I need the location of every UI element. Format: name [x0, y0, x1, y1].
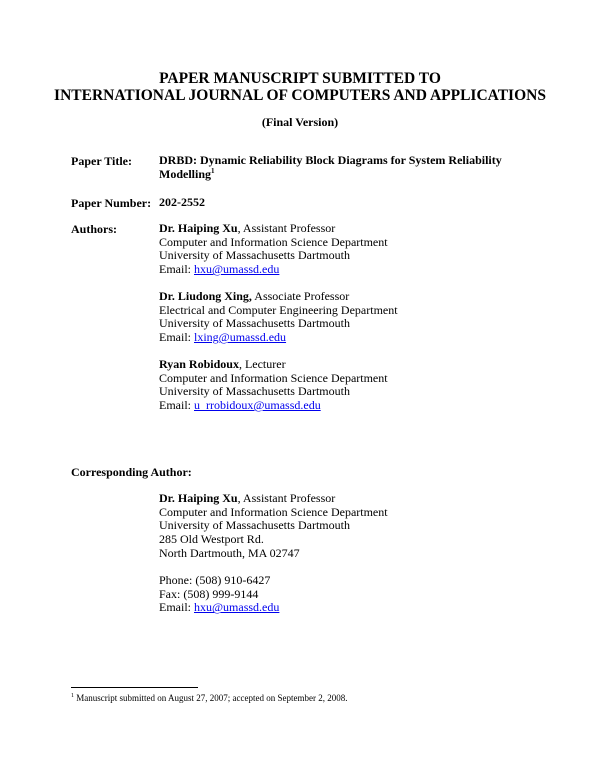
footnote-mark: 1: [71, 693, 74, 699]
email-label: Email:: [159, 330, 194, 345]
author-email-link[interactable]: hxu@umassd.edu: [194, 262, 280, 277]
paper-title-label: Paper Title:: [71, 154, 132, 168]
paper-title-line1: DRBD: Dynamic Reliability Block Diagrams for System Reliability: [159, 153, 502, 167]
paper-number-value: 202-2552: [159, 195, 205, 209]
version-label: (Final Version): [261, 115, 339, 129]
corresponding-contact-block: [159, 574, 279, 615]
paper-header-line2: INTERNATIONAL JOURNAL OF COMPUTERS AND APPLICATIONS: [54, 87, 546, 104]
authors-label: Authors:: [71, 222, 118, 236]
corresponding-street: 285 Old Westport Rd.: [159, 532, 264, 547]
corresponding-name: Dr. Haiping Xu: [159, 491, 238, 505]
author-univ: University of Massachusetts Dartmouth: [159, 316, 350, 331]
corresponding-univ: University of Massachusetts Dartmouth: [159, 518, 350, 533]
footnote-ref: 1: [211, 166, 215, 175]
author-name: Dr. Haiping Xu: [159, 221, 238, 235]
corresponding-email-link[interactable]: hxu@umassd.edu: [194, 600, 280, 615]
author-title: , Lecturer: [238, 357, 286, 371]
author-dept: Computer and Information Science Department: [159, 234, 388, 249]
paper-title-line2: Modelling: [159, 166, 212, 181]
paper-header-line1: PAPER MANUSCRIPT SUBMITTED TO: [159, 70, 441, 87]
author-email-link[interactable]: u_rrobidoux@umassd.edu: [194, 398, 321, 413]
author-block-2: [159, 290, 398, 345]
author-dept: Electrical and Computer Engineering Department: [159, 302, 398, 317]
author-title: , Assistant Professor: [237, 221, 336, 235]
author-block-1: [159, 222, 388, 277]
email-label: Email:: [159, 600, 194, 615]
corresponding-phone: Phone: (508) 910-6427: [159, 573, 271, 587]
footnote-text: Manuscript submitted on August 27, 2007; accepted on September 2, 2008.: [74, 693, 348, 703]
footnote-separator: [71, 687, 198, 688]
corresponding-author-block: [159, 492, 388, 561]
corresponding-title: , Assistant Professor: [237, 491, 336, 505]
author-univ: University of Massachusetts Dartmouth: [159, 248, 350, 263]
corresponding-city: North Dartmouth, MA 02747: [159, 545, 300, 560]
author-title: Associate Professor: [251, 289, 350, 303]
author-email-link[interactable]: lxing@umassd.edu: [194, 330, 287, 345]
email-label: Email:: [159, 398, 194, 413]
author-univ: University of Massachusetts Dartmouth: [159, 384, 350, 399]
author-name: Dr. Liudong Xing,: [159, 289, 252, 303]
author-name: Ryan Robidoux: [159, 357, 239, 371]
paper-title-value: [159, 154, 502, 181]
corresponding-dept: Computer and Information Science Department: [159, 504, 388, 519]
author-block-3: [159, 358, 388, 413]
author-dept: Computer and Information Science Department: [159, 370, 388, 385]
paper-number-label: Paper Number:: [71, 196, 152, 210]
email-label: Email:: [159, 262, 194, 277]
footnote: [71, 693, 347, 704]
corresponding-author-label: Corresponding Author:: [71, 465, 192, 479]
corresponding-fax: Fax: (508) 999-9144: [159, 586, 259, 601]
